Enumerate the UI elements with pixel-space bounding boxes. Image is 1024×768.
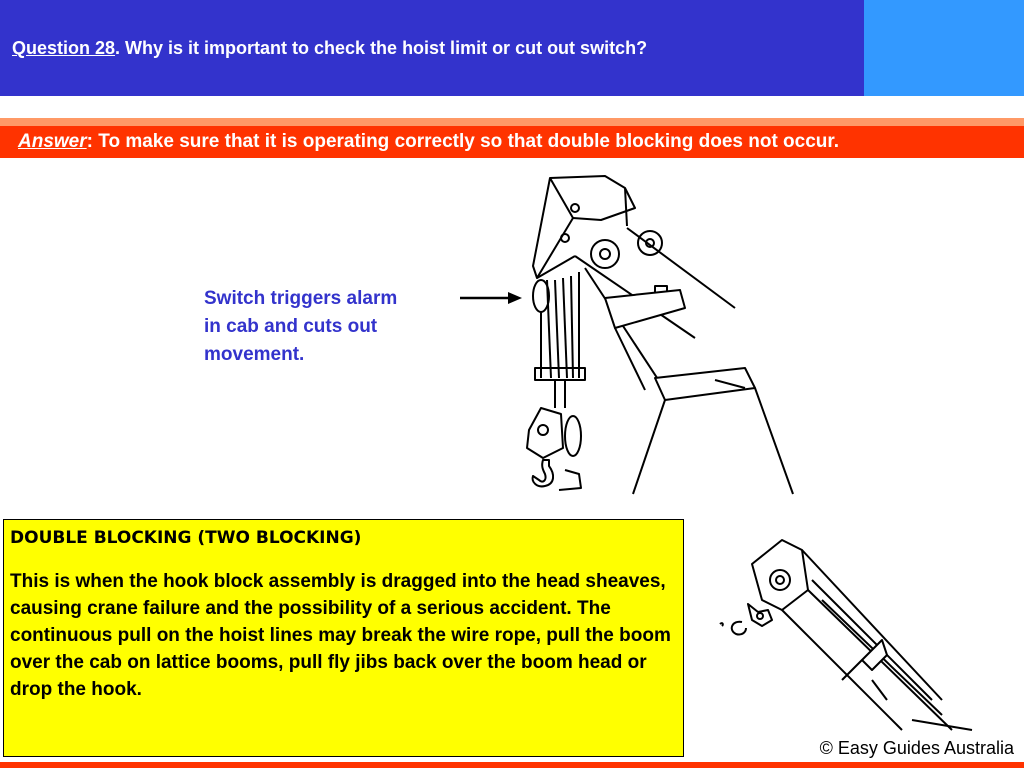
callout-line: Switch triggers alarm <box>204 288 398 309</box>
callout-line: movement. <box>204 344 305 365</box>
header-accent-block <box>864 0 1024 96</box>
info-box-body: This is when the hook block assembly is dragged into the head sheaves, causing crane failure and the possibility of a serious accident. The continuous pull on the hoist lines may break the wire rope, pull the boom over the cab on lattice booms, pull fly jibs back over the boom head or drop the hook. <box>10 571 671 700</box>
double-blocking-info-box <box>3 519 684 757</box>
answer-text <box>18 131 839 153</box>
callout-line: in cab and cuts out <box>204 316 378 337</box>
copyright-text: © Easy Guides Australia <box>819 738 1014 758</box>
question-text: . Why is it important to check the hoist limit or cut out switch? <box>115 38 648 58</box>
question-label: Question 28 <box>12 38 116 58</box>
divider-stripe <box>0 118 1024 126</box>
crane-double-blocking-illustration <box>712 530 974 732</box>
info-box-title: DOUBLE BLOCKING (TWO BLOCKING) <box>10 528 362 548</box>
crane-boom-head-illustration <box>515 168 800 496</box>
answer-body: : To make sure that it is operating correctly so that double blocking does not occur. <box>86 131 840 152</box>
answer-label: Answer <box>18 131 87 152</box>
switch-callout <box>204 285 454 369</box>
question-title <box>12 38 647 59</box>
footer-bar <box>0 762 1024 768</box>
